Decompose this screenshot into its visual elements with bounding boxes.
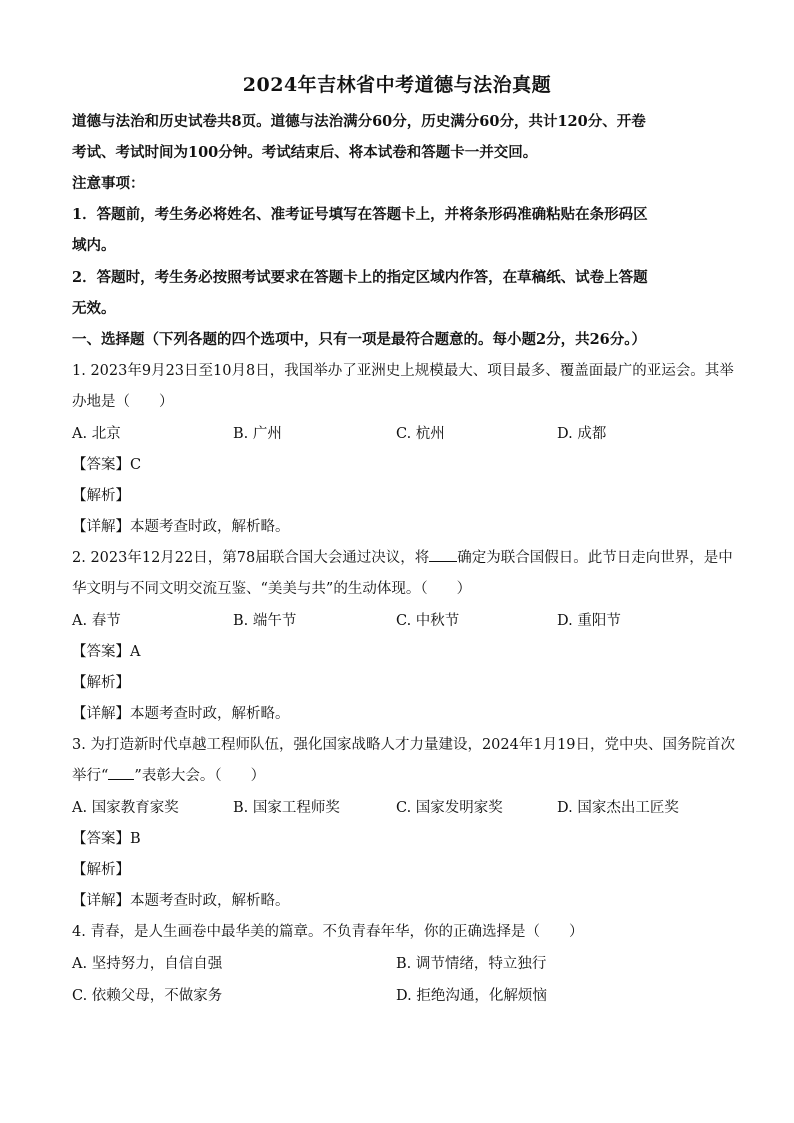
question-1-option-d: D. 成都 (557, 426, 607, 442)
question-4-option-a: A. 坚持努力，自信自强 (72, 956, 223, 972)
question-2-answer: 【答案】A (72, 644, 141, 660)
question-1-option-b: B. 广州 (233, 426, 282, 442)
notice-item-1-line-2: 域内。 (72, 237, 116, 254)
intro-line-1: 道德与法治和历史试卷共8页。道德与法治满分60分，历史满分60分，共计120分、开卷 (72, 113, 646, 130)
question-3-line-1: 3. 为打造新时代卓越工程师队伍，强化国家战略人才力量建设，2024年1月19日，党中央、国务院首次 (72, 737, 736, 753)
question-1-answer: 【答案】C (72, 457, 142, 473)
question-4-option-d: D. 拒绝沟通，化解烦恼 (396, 988, 547, 1004)
question-3-option-d: D. 国家杰出工匠奖 (557, 800, 679, 816)
notice-item-1-line-1: 1．答题前，考生务必将姓名、准考证号填写在答题卡上，并将条形码准确粘贴在条形码区 (72, 206, 648, 223)
question-4-option-b: B. 调节情绪，特立独行 (396, 956, 547, 972)
question-2-option-b: B. 端午节 (233, 613, 297, 629)
question-3-option-b: B. 国家工程师奖 (233, 800, 340, 816)
question-2-line-1-part-a: 2. 2023年12月22日，第78届联合国大会通过决议，将 (72, 550, 430, 566)
question-2-option-c: C. 中秋节 (396, 613, 460, 629)
question-1-line-2: 办地是（ ） (72, 394, 174, 410)
page-title: 2024年吉林省中考道德与法治真题 (242, 74, 552, 96)
question-4-line-1: 4. 青春，是人生画卷中最华美的篇章。不负青春年华，你的正确选择是（ ） (72, 924, 584, 940)
question-3-detail: 【详解】本题考查时政，解析略。 (72, 893, 290, 909)
question-2-option-d: D. 重阳节 (557, 613, 621, 629)
notice-item-2-line-2: 无效。 (72, 300, 116, 317)
question-3-blank (108, 767, 134, 780)
question-2-line-1 (72, 546, 733, 567)
question-3-line-2-part-b: ”表彰大会。（ ） (134, 768, 266, 784)
question-3-option-a: A. 国家教育家奖 (72, 800, 179, 816)
question-3-analysis: 【解析】 (72, 862, 130, 878)
question-3-line-2-part-a: 举行“ (72, 768, 109, 784)
section-1-heading: 一、选择题（下列各题的四个选项中，只有一项是最符合题意的。每小题2分，共26分。） (72, 331, 647, 348)
question-1-option-a: A. 北京 (72, 426, 121, 442)
question-2-blank (429, 549, 457, 562)
question-1-line-1: 1. 2023年9月23日至10月8日，我国举办了亚洲史上规模最大、项目最多、覆盖面最广的亚运会。其举 (72, 363, 734, 379)
question-1-analysis: 【解析】 (72, 488, 130, 504)
question-2-line-1-part-b: 确定为联合国假日。此节日走向世界，是中 (457, 550, 733, 566)
question-4-option-c: C. 依赖父母，不做家务 (72, 988, 223, 1004)
question-3-option-c: C. 国家发明家奖 (396, 800, 503, 816)
question-2-detail: 【详解】本题考查时政，解析略。 (72, 706, 290, 722)
notice-item-2-line-1: 2．答题时，考生务必按照考试要求在答题卡上的指定区域内作答，在草稿纸、试卷上答题 (72, 269, 648, 286)
notice-heading: 注意事项： (72, 175, 145, 192)
question-2-line-2: 华文明与不同文明交流互鉴、“美美与共”的生动体现。（ ） (72, 581, 472, 597)
intro-line-2: 考试、考试时间为100分钟。考试结束后、将本试卷和答题卡一并交回。 (72, 144, 538, 161)
question-3-line-2 (72, 764, 265, 785)
question-3-answer: 【答案】B (72, 831, 141, 847)
question-2-analysis: 【解析】 (72, 675, 130, 691)
question-1-detail: 【详解】本题考查时政，解析略。 (72, 519, 290, 535)
question-2-option-a: A. 春节 (72, 613, 121, 629)
question-1-option-c: C. 杭州 (396, 426, 445, 442)
